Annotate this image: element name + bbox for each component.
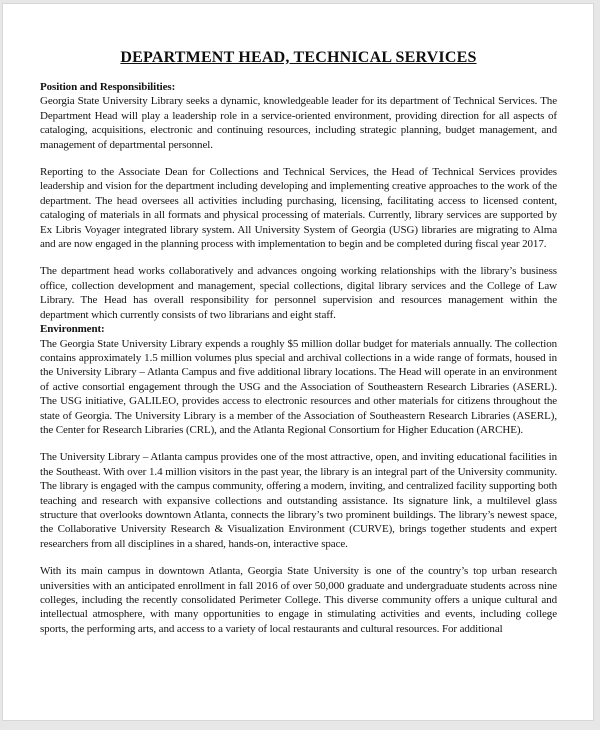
document-body (40, 80, 557, 636)
paragraph: The University Library – Atlanta campus provides one of the most attractive, open, and inviting educational facilities in the Southeast. With over 1.4 million visitors in the past year, the library is an integral part of the University community. The library is engaged with the campus community, offering a modern, inviting, and centralized facility supporting both teaching and research with expansive collections and outstanding assistance. Its signature link, a multilevel glass structure that overlooks downtown Atlanta, connects the library’s two prominent buildings. The library’s newest space, the Collaborative University Research & Visualization Environment (CURVE), brings together students and expert researchers from all disciplines in a shared, hands-on, interactive space. (40, 451, 557, 550)
document-title: DEPARTMENT HEAD, TECHNICAL SERVICES (120, 49, 477, 66)
section-heading: Environment: (40, 323, 105, 336)
paragraph: Georgia State University Library seeks a dynamic, knowledgeable leader for its department of Technical Services. The Department Head will play a leadership role in a service-oriented environment, providing direction for all aspects of cataloging, acquisitions, electronic and continuing resources, including strategic planning, budget management, and management of departmental personnel. (40, 95, 557, 151)
section-environment (40, 322, 557, 636)
section-heading: Position and Responsibilities: (40, 81, 176, 93)
section-position-and-responsibilities (40, 80, 557, 322)
paragraph: The Georgia State University Library expends a roughly $5 million dollar budget for materials annually. The collection contains approximately 1.5 million volumes plus special and archival collections in a wide range of formats, housed in the University Library – Atlanta Campus and five additional library locations. The Head will operate in an environment of active consortial engagement through the USG and the Association of Southeastern Research Libraries (ASERL). The USG initiative, GALILEO, provides access to electronic resources and other materials for citizens throughout the state of Georgia. The University Library is a member of the Association of Southeastern Research Libraries (ASERL), the Center for Research Libraries (CRL), and the Atlanta Regional Consortium for Higher Education (ARCHE). (40, 337, 557, 436)
paragraph: Reporting to the Associate Dean for Collections and Technical Services, the Head of Technical Services provides leadership and vision for the department including developing and implementing creative approaches to the work of the department. The head oversees all activities including purchasing, licensing, facilitating access to licensed content, cataloging of materials in all formats and physical processing of materials. Currently, library services are supported by Ex Libris Voyager integrated library system. All University System of Georgia (USG) libraries are migrating to Alma and are now engaged in the planning process with implementation to begin and be completed during fiscal year 2017. (40, 166, 557, 251)
paragraph: The department head works collaboratively and advances ongoing working relationships with the library’s business office, collection development and management, special collections, digital library services and the College of Law Library. The Head has overall responsibility for personnel supervision and resources management within the department which currently consists of two librarians and eight staff. (40, 265, 557, 321)
paragraph: With its main campus in downtown Atlanta, Georgia State University is one of the country’s top urban research universities with an anticipated enrollment in fall 2016 of over 50,000 graduate and undergraduate students across nine colleges, including the recently consolidated Perimeter College. This diverse community offers a unique cultural and intellectual atmosphere, with many opportunities to engage in stimulating activities and events, including college sports, the performing arts, and access to a variety of local restaurants and cultural resources. For additional (40, 565, 557, 635)
document-page (2, 3, 594, 721)
